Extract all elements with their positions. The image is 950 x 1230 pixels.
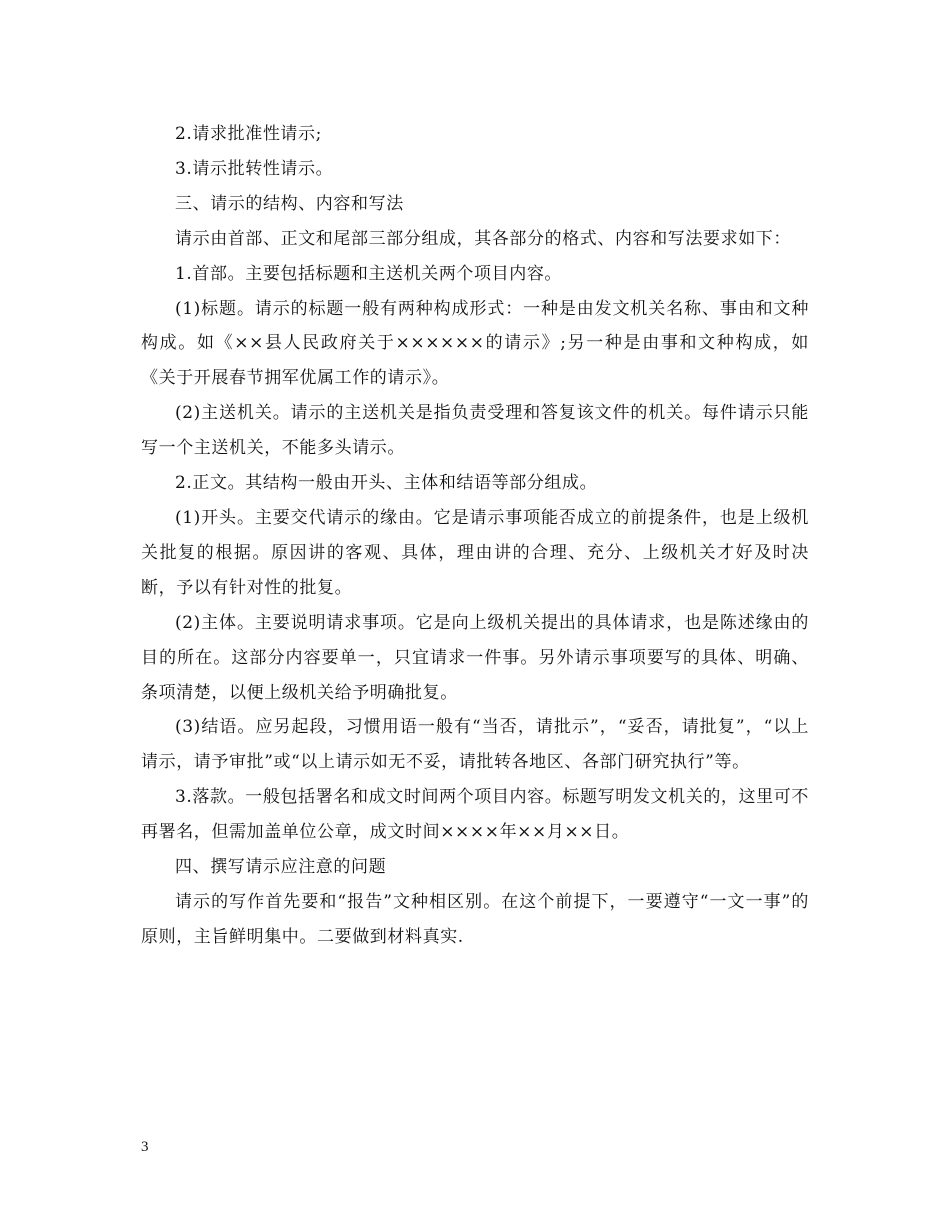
paragraph: (2)主体。主要说明请求事项。它是向上级机关提出的具体请求，也是陈述缘由的目的所在。这部分内容要单一，只宜请求一件事。另外请示事项要写的具体、明确、条项清楚，以便上级机关给予明确批复。 (141, 612, 809, 703)
section-heading: 三、请示的结构、内容和写法 (175, 193, 404, 214)
paragraph: 1.首部。主要包括标题和主送机关两个项目内容。 (175, 263, 563, 284)
paragraph: 2.正文。其结构一般由开头、主体和结语等部分组成。 (175, 473, 598, 494)
paragraph: (1)标题。请示的标题一般有两种构成形式：一种是由发文机关名称、事由和文种构成。如《××县人民政府关于××××××的请示》;另一种是由事和文种构成，如《关于开展春节拥军优属工作的请示》。 (141, 298, 809, 389)
paragraph: (2)主送机关。请示的主送机关是指负责受理和答复该文件的机关。每件请示只能写一个主送机关，不能多头请示。 (141, 403, 809, 459)
paragraph: 请示的写作首先要和“报告”文种相区别。在这个前提下，一要遵守“一文一事”的原则，主旨鲜明集中。二要做到材料真实. (141, 891, 809, 947)
section-heading: 四、撰写请示应注意的问题 (175, 857, 387, 878)
paragraph: 3.落款。一般包括署名和成文时间两个项目内容。标题写明发文机关的，这里可不再署名，但需加盖单位公章，成文时间××××年××月××日。 (141, 787, 809, 843)
paragraph: 3.请示批转性请示。 (175, 158, 334, 179)
paragraph: (3)结语。应另起段，习惯用语一般有“当否，请批示”，“妥否，请批复”，“以上请示，请予审批”或“以上请示如无不妥，请批转各地区、各部门研究执行”等。 (141, 717, 809, 773)
page-number: 3 (141, 1139, 149, 1155)
paragraph: 2.请求批准性请示; (175, 124, 322, 144)
paragraph: 请示由首部、正文和尾部三部分组成，其各部分的格式、内容和写法要求如下： (175, 228, 791, 249)
document-body (141, 117, 809, 955)
paragraph: (1)开头。主要交代请示的缘由。它是请示事项能否成立的前提条件，也是上级机关批复的根据。原因讲的客观、具体，理由讲的合理、充分、上级机关才好及时决断，予以有针对性的批复。 (141, 507, 809, 598)
